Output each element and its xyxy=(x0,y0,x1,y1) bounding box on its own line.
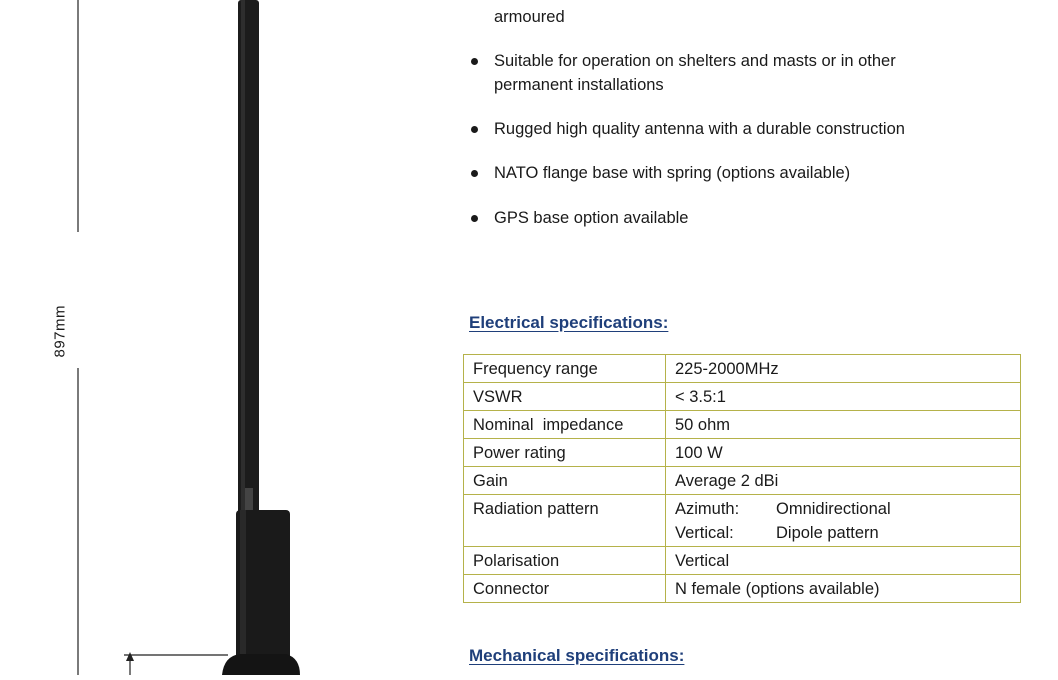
pattern-key: Azimuth: xyxy=(675,500,740,518)
pattern-value: Dipole pattern xyxy=(776,524,879,542)
table-row xyxy=(464,467,1021,495)
bullet-icon xyxy=(471,126,478,133)
pattern-value: Omnidirectional xyxy=(776,500,891,518)
spec-value: N female (options available) xyxy=(666,575,1021,603)
feature-text: Suitable for operation on shelters and masts or in other xyxy=(494,52,896,70)
table-row xyxy=(464,439,1021,467)
table-row xyxy=(464,495,1021,547)
spec-label: Frequency range xyxy=(464,355,666,383)
spec-value xyxy=(666,495,1021,547)
feature-text: GPS base option available xyxy=(494,209,689,227)
table-row xyxy=(464,547,1021,575)
table-row xyxy=(464,383,1021,411)
spec-label: Gain xyxy=(464,467,666,495)
table-row xyxy=(464,355,1021,383)
antenna-spring-base xyxy=(222,654,300,675)
spec-value: 50 ohm xyxy=(666,411,1021,439)
height-dimension-label: 897mm xyxy=(51,304,69,358)
mechanical-specs-title: Mechanical specifications: xyxy=(469,646,685,665)
spec-label: Radiation pattern xyxy=(464,495,666,547)
electrical-specs-table xyxy=(463,354,1021,603)
spec-value: Vertical xyxy=(666,547,1021,575)
spec-label: Connector xyxy=(464,575,666,603)
spec-value: 225-2000MHz xyxy=(666,355,1021,383)
pattern-vertical xyxy=(675,521,1011,545)
spec-value: < 3.5:1 xyxy=(666,383,1021,411)
bullet-icon xyxy=(471,170,478,177)
table-row xyxy=(464,575,1021,603)
table-row xyxy=(464,411,1021,439)
spec-label: VSWR xyxy=(464,383,666,411)
feature-text: NATO flange base with spring (options available) xyxy=(494,164,851,182)
antenna-illustration xyxy=(0,0,420,675)
feature-text: Rugged high quality antenna with a durable construction xyxy=(494,120,905,138)
feature-text: permanent installations xyxy=(494,76,664,94)
spec-label: Power rating xyxy=(464,439,666,467)
spec-value: 100 W xyxy=(666,439,1021,467)
spec-label: Polarisation xyxy=(464,547,666,575)
bullet-icon xyxy=(471,58,478,65)
pattern-azimuth xyxy=(675,497,1011,521)
electrical-specs-title: Electrical specifications: xyxy=(469,313,669,332)
dimension-label-gap xyxy=(70,232,86,368)
spec-label: Nominal impedance xyxy=(464,411,666,439)
spec-value: Average 2 dBi xyxy=(666,467,1021,495)
dimension-arrow-icon xyxy=(126,652,134,661)
feature-text: armoured xyxy=(494,8,565,26)
bullet-icon xyxy=(471,215,478,222)
pattern-key: Vertical: xyxy=(675,524,734,542)
